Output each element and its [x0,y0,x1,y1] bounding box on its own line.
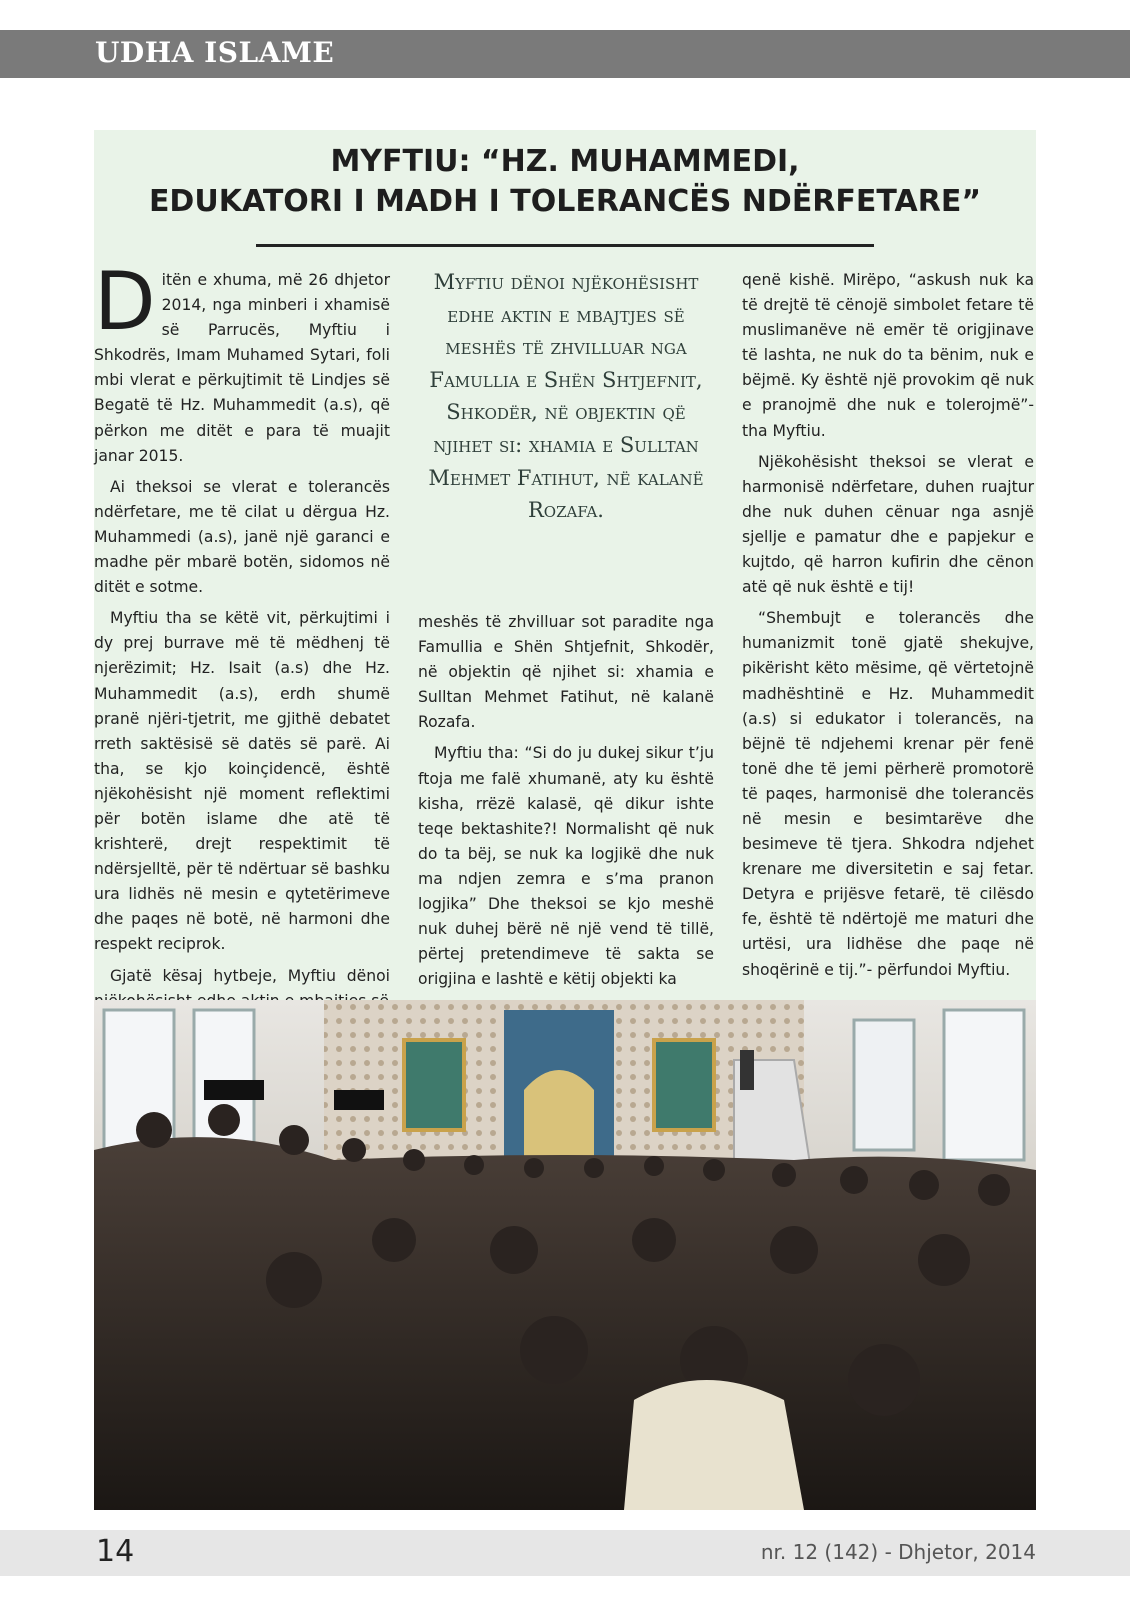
page-number: 14 [96,1534,135,1569]
paragraph: Ai theksoi se vlerat e tolerancës ndërfetare, me të cilat u dërgua Hz. Muhammedi (a.s), janë një garanci e madhe për mbarë botën, sidomos në ditët e sotme. [94,477,390,597]
issue-info: nr. 12 (142) - Dhjetor, 2014 [760,1540,1036,1564]
paragraph: meshës të zhvilluar sot paradite nga Famullia e Shën Shtjefnit, Shkodër, në objektin që njihet si: xhamia e Sulltan Mehmet Fatihut, në kalanë Rozafa. [418,613,714,732]
pull-quote: Myftiu dënoi njëkohësisht edhe aktin e mbajtjes së meshës të zhvilluar nga Famullia e Shën Shtjefnit, Shkodër, në objektin që njihet si: xhamia e Sulltan Mehmet Fatihut, në kalanë Rozafa. [428,270,704,523]
photo-illustration [94,1000,1036,1510]
column-2-body [418,610,714,998]
magazine-title: UDHA ISLAME [95,36,335,69]
paragraph: Gjatë kësaj hytbeje, Myftiu dënoi [110,966,390,985]
mosque-interior-photo [94,1000,1036,1510]
paragraph-text: itën e xhuma, më 26 dhjetor 2014, nga minberi i xhamisë së Parrucës, Myftiu i Shkodrës, Imam Muhamed Sytari, foli mbi vlerat e përkujtimit të Lindjes së Begatë të Hz. Muhammedit (a.s), që përkon me ditët e para të muajit janar 2015. [94,271,390,465]
headline-line-2: EDUKATORI I MADH I TOLERANCËS NDËRFETARE” [148,184,982,219]
headline-divider [256,244,874,247]
column-3 [742,268,1034,989]
footer-bar [0,1530,1130,1576]
drop-cap: D [94,255,156,348]
paragraph: Myftiu tha: “Si do ju dukej sikur t’ju ftoja me falë xhumanë, aty ku është kisha, rrëzë kalasë, që dikur ishte teqe bektashite?! Normalisht që nuk do ta bëj, se nuk ka logjikë dhe nuk ma ndjen zemra e s’ma pranon logjika” Dhe theksoi se kjo meshë nuk duhej bërë në një vend të tillë, përtej pretendimeve të sakta se origjina e lashtë e këtij objekti ka [418,744,714,989]
column-1 [94,255,390,1020]
paragraph: Njëkohësisht theksoi se vlerat e harmonisë ndërfetare, duhen ruajtur dhe nuk duhen cënuar nga asnjë sjellje e pamatur dhe e papjekur e kujtdo, që harron kufirin dhe cënon atë që nuk është e tij! [742,452,1034,597]
paragraph: qenë kishë. Mirëpo, “askush nuk ka të drejtë të cënojë simbolet fetare të muslimanëve në emër të origjinave të lashta, ne nuk do ta bënim, nuk e bëjmë. Ky është një provokim që nuk e pranojmë dhe nuk e tolerojmë”- tha Myftiu. [742,271,1034,440]
headline-line-1: MYFTIU: “HZ. MUHAMMEDI, [330,144,800,179]
paragraph [94,255,390,469]
header-bar [0,30,1130,78]
paragraph: “Shembujt e tolerancës dhe humanizmit tonë gjatë shekujve, pikërisht këto mësime, që vërtetojnë madhështinë e Hz. Muhammedit (a.s) si edukator i tolerancës, na bëjnë të ndjehemi krenar për fenë tonë dhe të jemi përherë promotorë të paqes, harmonisë dhe tolerancës në mesin e besimtarëve dhe besimeve të tjera. Shkodra ndjehet krenare me diversitetin e saj fetar. Detyra e prijësve fetarë, të cilësdo fe, është të ndërtojë me maturi dhe urtësi, ura lidhëse dhe paqe në shoqërinë e tij.”- përfundoi Myftiu. [742,609,1034,979]
paragraph: Myftiu tha se këtë vit, përkujtimi i dy prej burrave më të mëdhenj të njerëzimit; Hz. Isait (a.s) dhe Hz. Muhammedit (a.s), erdh shumë pranë njëri-tjetrit, me gjithë debatet rreth saktësisë së datës së parë. Ai tha, se kjo koinçidencë, është njëkohësisht një moment reflektimi për botën islame dhe atë të krishterë, drejt respektimit të ndërsjelltë, për të ndërtuar së bashku ura lidhës në mesin e qytetërimeve dhe paqes në botë, në harmoni dhe respekt reciprok. [94,609,390,954]
article-headline [94,142,1036,222]
